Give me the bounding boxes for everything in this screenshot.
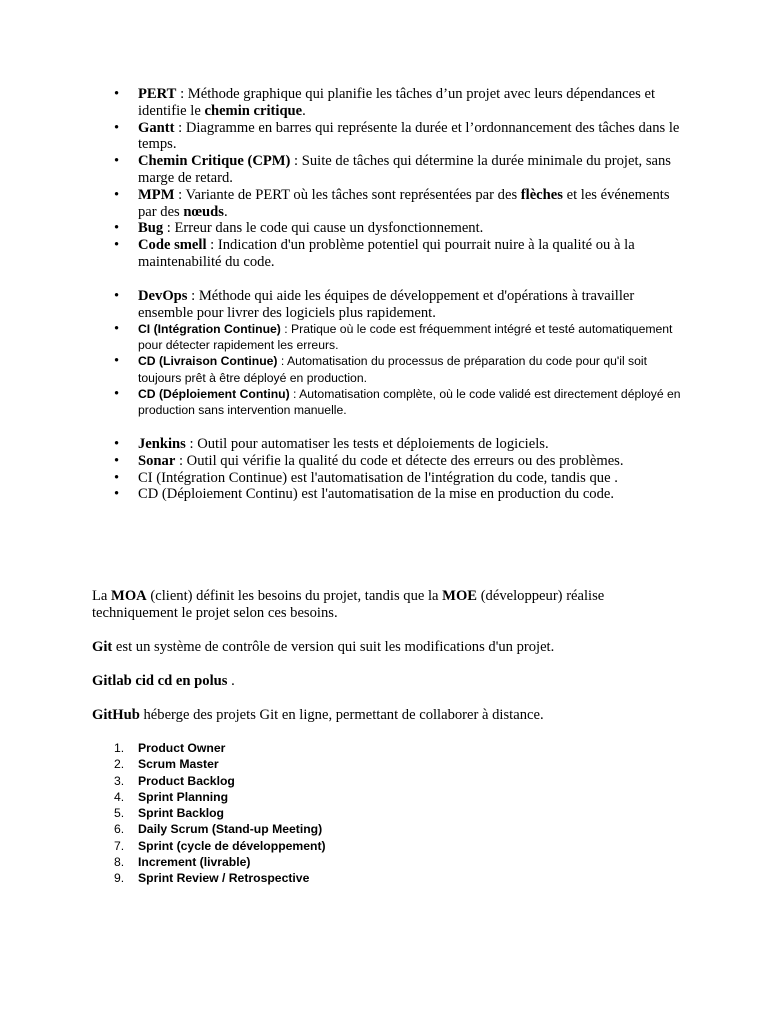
definitions-list-2 (114, 288, 683, 322)
scrum-roles-list (114, 740, 326, 887)
list-item: • CD (Déploiement Continu) est l'automatisation de la mise en production du code. (114, 486, 615, 503)
list-item: 5. Sprint Backlog (114, 806, 225, 821)
git-paragraph: Git est un système de contrôle de version qui suit les modifications d'un projet. (92, 639, 555, 655)
list-item: • Code smell : Indication d'un problème potentiel qui pourrait nuire à la qualité ou à la maintenabilité du code. (114, 237, 635, 270)
list-item: 7. Sprint (cycle de développement) (114, 838, 326, 853)
list-item: • DevOps : Méthode qui aide les équipes de développement et d'opérations à travailler ensemble pour livrer des logiciels plus rapidement. (114, 288, 635, 321)
list-item: • Gantt : Diagramme en barres qui représente la durée et l’ordonnancement des tâches dans le temps. (114, 119, 680, 153)
moa-moe-paragraph: La MOA (client) définit les besoins du projet, tandis que la MOE (développeur) réalise techniquement le projet selon ces besoins. (92, 588, 605, 621)
list-item: • CD (Livraison Continue) : Automatisation du processus de préparation du code pour qu'il soit toujours prêt à être déployé en production. (114, 353, 648, 385)
list-item: • Chemin Critique (CPM) : Suite de tâches qui détermine la durée minimale du projet, sans marge de retard. (114, 153, 671, 186)
list-item: 9. Sprint Review / Retrospective (114, 871, 310, 886)
list-item: • CI (Intégration Continue) est l'automatisation de l'intégration du code, tandis que . (114, 469, 618, 486)
list-item: • MPM : Variante de PERT où les tâches sont représentées par des flèches et les événements par des nœuds. (114, 186, 670, 220)
list-item: 1. Product Owner (114, 741, 226, 755)
list-item: • CD (Déploiement Continu) : Automatisation complète, où le code validé est directement déployé en production sans intervention manuelle. (114, 385, 681, 418)
list-item: 4. Sprint Planning (114, 789, 229, 804)
list-item: 6. Daily Scrum (Stand-up Meeting) (114, 822, 323, 837)
list-item: • Bug : Erreur dans le code qui cause un dysfonctionnement. (114, 220, 484, 237)
list-item: • Sonar : Outil qui vérifie la qualité du code et détecte des erreurs ou des problèmes. (114, 452, 624, 469)
definitions-list-1 (114, 86, 683, 271)
list-item: 2. Scrum Master (114, 757, 219, 772)
list-item: • Jenkins : Outil pour automatiser les tests et déploiements de logiciels. (114, 436, 549, 452)
definitions-list-3 (114, 436, 683, 503)
github-paragraph: GitHub héberge des projets Git en ligne, permettant de collaborer à distance. (92, 707, 544, 723)
definitions-list-2-sans (114, 321, 683, 418)
list-item: • CI (Intégration Continue) : Pratique où le code est fréquemment intégré et testé automatiquement pour détecter rapidement les erreurs. (114, 321, 673, 353)
list-item: 8. Increment (livrable) (114, 855, 251, 870)
gitlab-paragraph: Gitlab cid cd en polus . (92, 673, 235, 689)
list-item: 3. Product Backlog (114, 773, 235, 788)
list-item: • PERT : Méthode graphique qui planifie les tâches d’un projet avec leurs dépendances et identifie le chemin critique. (114, 86, 656, 119)
